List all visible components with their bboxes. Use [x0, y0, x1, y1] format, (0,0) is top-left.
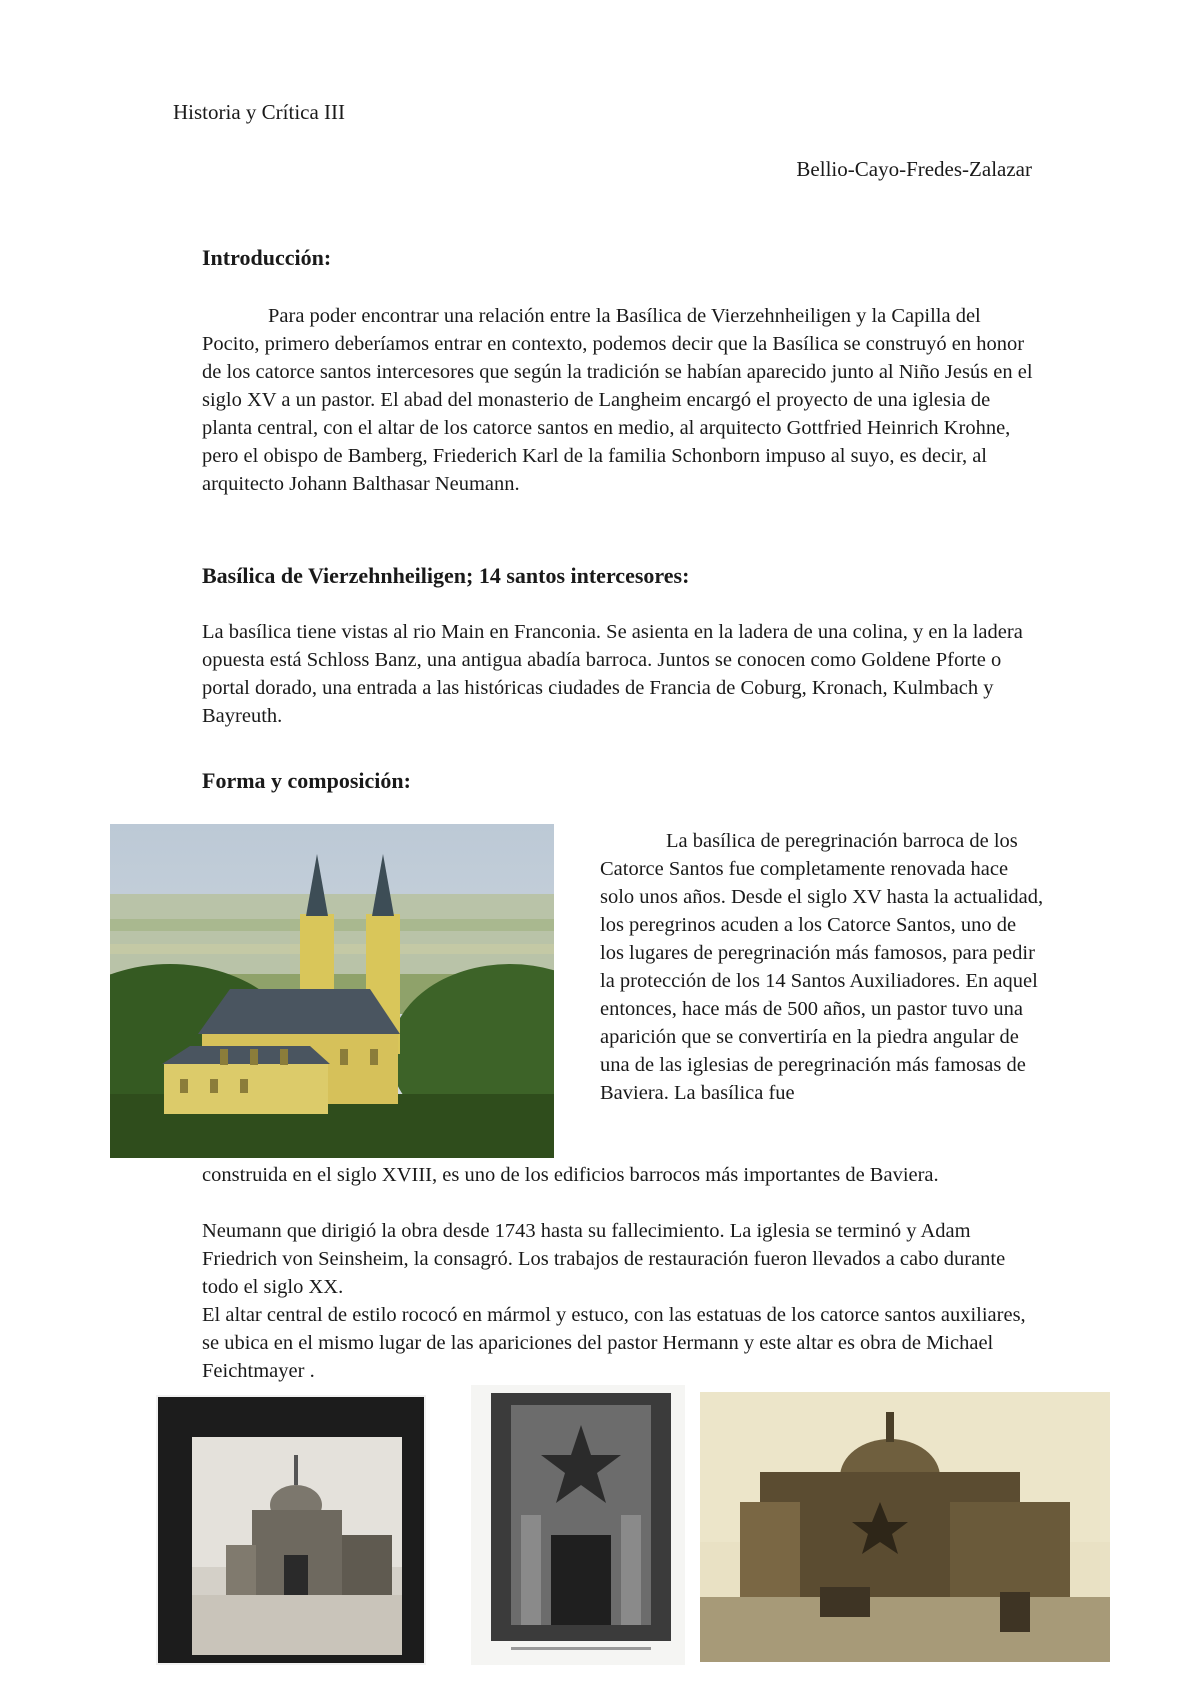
forma-heading: Forma y composición: [202, 768, 411, 793]
intro-paragraph: Para poder encontrar una relación entre la Basílica de Vierzehnheiligen y la Capilla del Pocito, primero deberíamos entrar en contexto, podemos decir que la Basílica se construyó en honor de los catorce santos intercesores que según la tradición se habían aparecido junto al Niño Jesús en el siglo XV a un pastor. El abad del monasterio de Langheim encargó el proyecto de una iglesia de planta central, con el altar de los catorce santos en medio, al arquitecto Gottfried Heinrich Krohne, pero el obispo de Bamberg, Friederich Karl de la familia Schonborn impuso al suyo, es decir, al arquitecto Johann Balthasar Neumann. [202, 305, 1033, 495]
forma-column-text: La basílica de peregrinación barroca de los Catorce Santos fue completamente renovada hace solo unos años. Desde el siglo XV hasta la actualidad, los peregrinos acuden a los Catorce Santos, uno de los lugares de peregrinación más famosos, para pedir la protección de los 14 Santos Auxiliadores. En aquel entonces, hace más de 500 años, un pastor tuvo una aparición que se convertiría en la piedra angular de una de las iglesias de peregrinación más famosas de Baviera. La basílica fue [600, 830, 1044, 1104]
authors: Bellio-Cayo-Fredes-Zalazar [796, 157, 1032, 181]
capilla-pocito-photo-sepia [700, 1392, 1110, 1662]
intro-heading: Introducción: [202, 245, 332, 270]
basilica-paragraph: La basílica tiene vistas al rio Main en Franconia. Se asienta en la ladera de una colina, y en la ladera opuesta está Schloss Banz, una antigua abadía barroca. Juntos se conocen como Goldene Pforte o portal dorado, una entrada a las históricas ciudades de Francia de Coburg, Kronach, Kulmbach y Bayreuth. [202, 621, 1023, 727]
capilla-pocito-facade-photo [471, 1385, 685, 1665]
course-title: Historia y Crítica III [173, 100, 346, 124]
basilica-heading: Basílica de Vierzehnheiligen; 14 santos intercesores: [202, 563, 690, 588]
forma-paragraph-3: El altar central de estilo rococó en mármol y estuco, con las estatuas de los catorce santos auxiliares, se ubica en el mismo lugar de las apariciones del pastor Hermann y este altar es obra de Michael Feichtmayer . [202, 1304, 1026, 1382]
capilla-pocito-photo-1 [156, 1395, 426, 1665]
basilica-vierzehnheiligen-photo [110, 824, 554, 1158]
forma-paragraph-2: Neumann que dirigió la obra desde 1743 hasta su fallecimiento. La iglesia se terminó y Adam Friedrich von Seinsheim, la consagró. Los trabajos de restauración fueron llevados a cabo durante todo el siglo XX. [202, 1220, 1006, 1298]
forma-continuation: construida en el siglo XVIII, es uno de los edificios barrocos más importantes de Baviera. [202, 1164, 939, 1186]
